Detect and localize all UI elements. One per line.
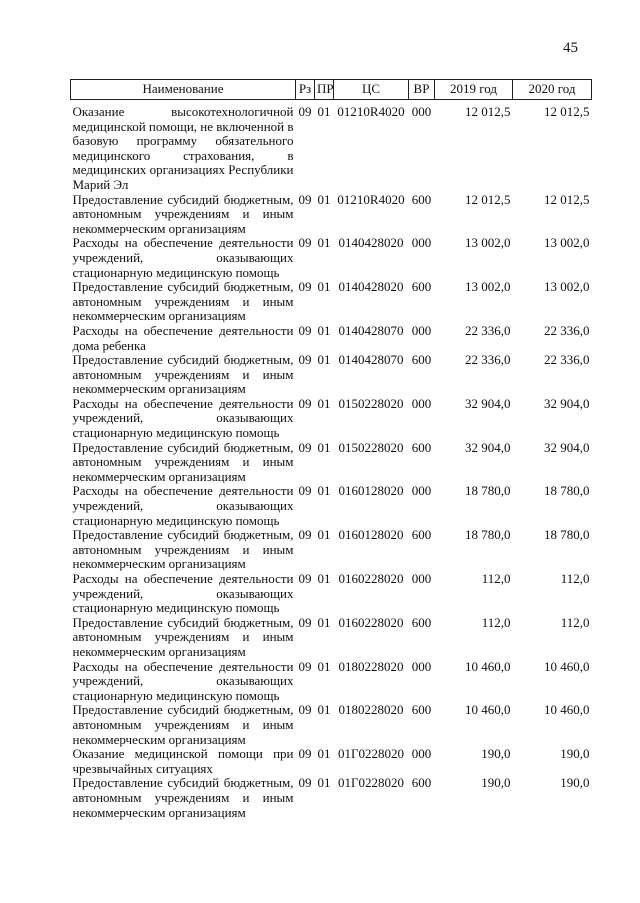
row-value-2020: 32 904,0 (544, 439, 590, 455)
row-value-2020: 10 460,0 (544, 658, 590, 674)
row-value-2020: 32 904,0 (544, 395, 590, 411)
table-body (71, 100, 592, 821)
row-rz: 09 (298, 191, 312, 207)
row-rz: 09 (298, 439, 312, 455)
row-pr: 01 (317, 395, 331, 411)
header-year-2020: 2020 год (513, 80, 592, 100)
row-cs: 0140428020 (338, 235, 404, 251)
table-row (71, 528, 592, 572)
row-vr: 600 (411, 527, 432, 543)
row-cs: 01210R4020 (337, 104, 405, 119)
row-cs: 0150228020 (338, 395, 404, 411)
row-name: Расходы на обеспечение деятельности учреждений, оказывающих стационарную медицинскую помощь (72, 571, 294, 616)
row-vr: 600 (411, 614, 432, 630)
row-value-2019: 18 780,0 (465, 483, 511, 499)
table-row (71, 616, 592, 660)
row-name: Предоставление субсидий бюджетным, автономным учреждениям и иным некоммерческим организациям (72, 614, 294, 659)
table-row (71, 353, 592, 397)
table-row (71, 747, 592, 776)
row-name: Оказание медицинской помощи при чрезвычайных ситуациях (72, 746, 294, 776)
table-row (71, 776, 592, 820)
row-rz: 09 (298, 235, 312, 251)
row-name: Предоставление субсидий бюджетным, автономным учреждениям и иным некоммерческим организациям (72, 775, 294, 820)
row-pr: 01 (317, 235, 331, 251)
row-vr: 600 (411, 439, 432, 455)
row-value-2020: 190,0 (560, 746, 590, 762)
row-cs: 0160228020 (338, 571, 404, 586)
row-value-2019: 190,0 (481, 746, 511, 762)
row-vr: 600 (411, 191, 432, 207)
row-rz: 09 (298, 279, 312, 295)
row-cs: 0140428020 (338, 279, 404, 295)
table-row (71, 236, 592, 280)
row-pr: 01 (317, 279, 331, 295)
row-rz: 09 (298, 571, 312, 586)
row-value-2019: 10 460,0 (465, 702, 511, 718)
row-vr: 600 (411, 352, 432, 368)
row-name: Расходы на обеспечение деятельности дома ребенка (72, 322, 294, 353)
row-name: Расходы на обеспечение деятельности учреждений, оказывающих стационарную медицинскую помощь (72, 235, 294, 280)
row-value-2020: 18 780,0 (544, 483, 590, 499)
table-row (71, 397, 592, 441)
row-value-2019: 112,0 (481, 571, 511, 586)
row-rz: 09 (298, 322, 312, 338)
header-pr: ПР (315, 80, 334, 100)
row-cs: 01Г0228020 (337, 775, 404, 791)
row-value-2019: 12 012,5 (465, 104, 511, 119)
row-rz: 09 (298, 352, 312, 368)
row-vr: 600 (411, 702, 432, 718)
header-name: Наименование (71, 80, 296, 100)
row-value-2020: 13 002,0 (544, 235, 590, 251)
row-value-2020: 112,0 (560, 571, 590, 586)
row-value-2020: 18 780,0 (544, 527, 590, 543)
row-name: Предоставление субсидий бюджетным, автономным учреждениям и иным некоммерческим организациям (72, 702, 294, 747)
row-value-2019: 12 012,5 (465, 191, 511, 207)
row-name: Предоставление субсидий бюджетным, автономным учреждениям и иным некоммерческим организациям (72, 279, 294, 324)
row-value-2020: 10 460,0 (544, 702, 590, 718)
header-year-2019: 2019 год (435, 80, 513, 100)
header-cs: ЦС (334, 80, 409, 100)
table-row (71, 484, 592, 528)
row-rz: 09 (298, 527, 312, 543)
row-value-2019: 10 460,0 (465, 658, 511, 674)
row-value-2020: 22 336,0 (544, 352, 590, 368)
row-cs: 0160228020 (338, 614, 404, 630)
table-row (71, 100, 592, 193)
row-rz: 09 (298, 746, 312, 762)
header-rz: Рз (296, 80, 315, 100)
row-value-2019: 112,0 (481, 614, 511, 630)
row-pr: 01 (317, 702, 331, 718)
table-row (71, 280, 592, 324)
row-value-2019: 13 002,0 (465, 235, 511, 251)
row-value-2019: 22 336,0 (465, 322, 511, 338)
row-name: Предоставление субсидий бюджетным, автономным учреждениям и иным некоммерческим организациям (72, 527, 294, 572)
row-cs: 0180228020 (338, 658, 404, 674)
row-rz: 09 (298, 775, 312, 791)
row-name: Предоставление субсидий бюджетным, автономным учреждениям и иным некоммерческим организациям (72, 352, 294, 397)
row-rz: 09 (298, 702, 312, 718)
table-row (71, 193, 592, 237)
row-vr: 000 (411, 322, 432, 338)
row-pr: 01 (317, 614, 331, 630)
row-value-2019: 32 904,0 (465, 395, 511, 411)
row-value-2020: 112,0 (560, 614, 590, 630)
row-vr: 000 (411, 395, 432, 411)
row-cs: 0140428070 (338, 322, 404, 338)
header-vr: ВР (409, 80, 435, 100)
row-vr: 000 (411, 235, 432, 251)
row-value-2019: 190,0 (481, 775, 511, 791)
row-cs: 0150228020 (338, 439, 404, 455)
budget-table (70, 79, 592, 820)
row-name: Предоставление субсидий бюджетным, автономным учреждениям и иным некоммерческим организациям (72, 439, 294, 484)
table-header-row (71, 80, 592, 100)
row-name: Оказание высокотехнологичной медицинской помощи, не включенной в базовую программу обязательного медицинского страхования, в медицинских организациях Республики Марий Эл (72, 104, 294, 192)
page-number: 45 (563, 40, 578, 56)
table-row (71, 703, 592, 747)
row-rz: 09 (298, 104, 312, 119)
row-value-2019: 18 780,0 (465, 527, 511, 543)
row-value-2020: 12 012,5 (544, 191, 590, 207)
row-pr: 01 (317, 322, 331, 338)
row-value-2020: 190,0 (560, 775, 590, 791)
table-row (71, 660, 592, 704)
row-name: Расходы на обеспечение деятельности учреждений, оказывающих стационарную медицинскую помощь (72, 483, 294, 528)
row-pr: 01 (317, 746, 331, 762)
row-rz: 09 (298, 614, 312, 630)
row-pr: 01 (317, 527, 331, 543)
row-pr: 01 (317, 352, 331, 368)
row-cs: 0140428070 (338, 352, 404, 368)
row-vr: 600 (411, 279, 432, 295)
row-pr: 01 (317, 104, 331, 119)
row-pr: 01 (317, 191, 331, 207)
row-value-2019: 22 336,0 (465, 352, 511, 368)
row-cs: 0180228020 (338, 702, 404, 718)
row-name: Расходы на обеспечение деятельности учреждений, оказывающих стационарную медицинскую помощь (72, 658, 294, 703)
table-row (71, 572, 592, 616)
row-value-2020: 22 336,0 (544, 322, 590, 338)
row-cs: 0160128020 (338, 527, 404, 543)
row-vr: 000 (411, 571, 432, 586)
table-row (71, 324, 592, 353)
row-value-2020: 12 012,5 (544, 104, 590, 119)
row-value-2020: 13 002,0 (544, 279, 590, 295)
row-vr: 000 (411, 104, 432, 119)
row-cs: 01210R4020 (337, 191, 405, 207)
row-rz: 09 (298, 395, 312, 411)
row-vr: 000 (411, 658, 432, 674)
row-name: Расходы на обеспечение деятельности учреждений, оказывающих стационарную медицинскую помощь (72, 395, 294, 441)
table-row (71, 441, 592, 485)
row-rz: 09 (298, 658, 312, 674)
row-value-2019: 13 002,0 (465, 279, 511, 295)
row-pr: 01 (317, 571, 331, 586)
row-pr: 01 (317, 658, 331, 674)
row-pr: 01 (317, 439, 331, 455)
row-cs: 0160128020 (338, 483, 404, 499)
row-value-2019: 32 904,0 (465, 439, 511, 455)
row-rz: 09 (298, 483, 312, 499)
row-name: Предоставление субсидий бюджетным, автономным учреждениям и иным некоммерческим организациям (72, 191, 294, 236)
row-vr: 000 (411, 483, 432, 499)
row-cs: 01Г0228020 (337, 746, 404, 762)
row-vr: 600 (411, 775, 432, 791)
row-pr: 01 (317, 483, 331, 499)
row-pr: 01 (317, 775, 331, 791)
row-vr: 000 (411, 746, 432, 762)
